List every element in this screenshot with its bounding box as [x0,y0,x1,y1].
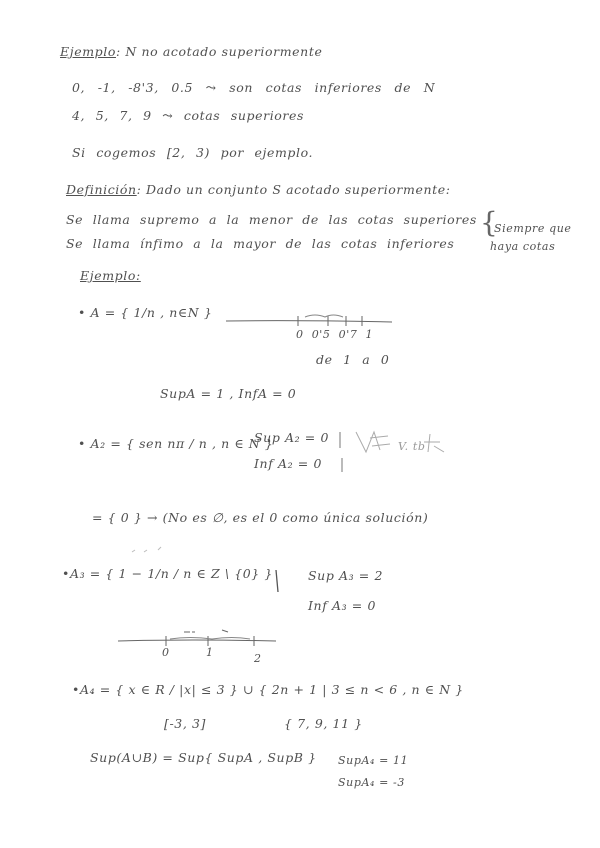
side-brace: { [480,206,499,239]
lower-bounds-line: 0, -1, -8'3, 0.5 ⤳ son cotas inferiores de N [72,80,436,95]
scribble-mark [356,432,444,452]
a1-result: SupA = 1 , InfA = 0 [160,386,297,401]
a2-separator [340,432,342,472]
set-a2: • A₂ = { sen nπ / n , n ∈ N } [78,436,274,451]
a2-sup: Sup A₂ = 0 [254,430,330,445]
a3-inf: Inf A₃ = 0 [308,598,376,613]
definition-statement: : Dado un conjunto S acotado superiormente: [136,182,451,197]
a4-odd-set: { 7, 9, 11 } [284,716,363,731]
interval-example-line: Si cogemos [2, 3) por ejemplo. [72,145,314,160]
a2-inf: Inf A₂ = 0 [254,456,322,471]
a3-axis-label-0: 0 [162,646,170,659]
a4-inf: SupA₄ = -3 [338,776,405,789]
a4-sup: SupA₄ = 11 [338,754,409,767]
a4-interval: [-3, 3] [164,716,207,731]
sup-union-rule: Sup(A∪B) = Sup{ SupA , SupB } [90,750,317,765]
a3-axis-label-1: 1 [206,646,214,659]
side-note-a: Siempre que [494,222,572,235]
a3-number-line [118,630,276,646]
definition-heading: Definición [66,182,137,197]
infimum-definition: Se llama ínfimo a la mayor de las cotas inferiores [66,236,455,251]
set-a3: •A₃ = { 1 − 1/n / n ∈ Z \ {0} } [62,566,273,581]
side-note-b: haya cotas [490,240,556,253]
supremum-definition: Se llama supremo a la menor de las cotas superiores [66,212,477,227]
a1-number-line [226,315,392,326]
example-statement: : N no acotado superiormente [115,44,323,59]
a2-side-note: V. tb [398,440,426,453]
example-heading: Ejemplo [60,44,116,59]
set-a4: •A₄ = { x ∈ R / |x| ≤ 3 } ∪ { 2n + 1 | 3 ≤ n < 6 , n ∈ N } [72,682,464,697]
a3-annotation-marks [132,547,161,552]
a1-axis-labels: 0 0'5 0'7 1 [296,328,374,341]
a3-axis-label-2: 2 [254,652,262,665]
example-2-heading: Ejemplo: [80,268,141,283]
set-a1: • A = { 1/n , n∈N } [78,305,213,320]
a2-set-note: = { 0 } → (No es ∅, es el 0 como única solución) [92,510,429,525]
a1-note: de 1 a 0 [316,352,390,367]
upper-bounds-line: 4, 5, 7, 9 ⤳ cotas superiores [72,108,305,123]
a3-sup: Sup A₃ = 2 [308,568,384,583]
a3-separator [276,570,278,592]
